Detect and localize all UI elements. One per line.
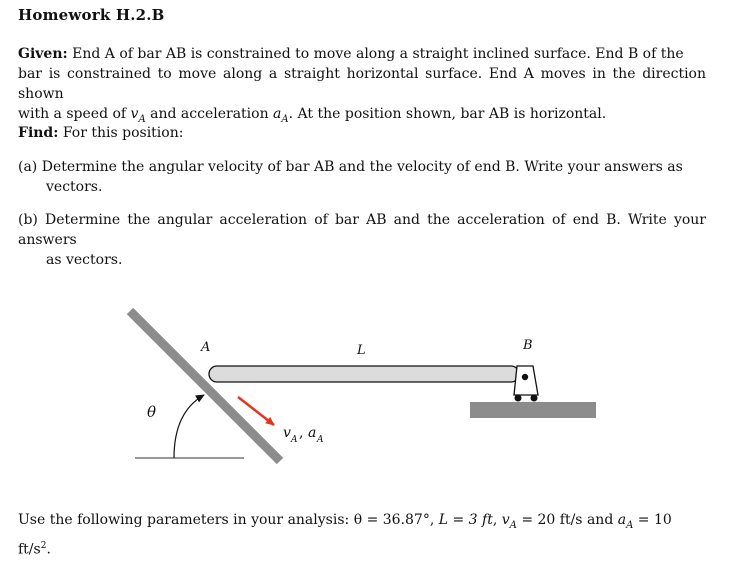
label-va: v (283, 425, 291, 441)
mechanism-figure (0, 290, 748, 480)
label-va-sub: A (291, 435, 298, 445)
given-line2: bar is constrained to move along a straight horizontal surface. End A moves in the direction shown (18, 66, 706, 102)
label-aa-sub: A (317, 435, 324, 445)
param-aa-sub: A (626, 519, 634, 531)
given-line3c: . At the position shown, bar AB is horizontal. (288, 106, 607, 122)
param-aa-value: = 10 (633, 512, 672, 528)
given-aa-symbol: a (273, 106, 282, 122)
param-va-value: = 20 ft/s (516, 512, 583, 528)
label-aa: a (308, 425, 317, 441)
param-and: and (582, 512, 618, 528)
param-units: ft/s (18, 541, 41, 558)
find-paragraph (18, 123, 706, 143)
label-a: A (201, 340, 211, 355)
bar-ab (209, 366, 519, 382)
label-va-aa (283, 425, 324, 445)
label-theta: θ (147, 403, 157, 421)
theta-arc (174, 395, 204, 458)
page-title: Homework H.2.B (18, 6, 165, 24)
param-va-sub: A (509, 519, 517, 531)
given-va-symbol: v (130, 106, 139, 122)
part-b-tag: (b) (18, 212, 38, 228)
given-aa-sub: A (281, 113, 289, 125)
wheel-left (515, 395, 522, 402)
part-b (18, 210, 706, 270)
part-a-line1: Determine the angular velocity of bar AB and the velocity of end B. Write your answers as (41, 159, 683, 175)
given-line3a: with a speed of (18, 106, 131, 122)
given-label: Given: (18, 46, 68, 62)
label-b: B (523, 338, 533, 353)
find-label: Find: (18, 125, 59, 141)
part-a-line2: vectors. (46, 179, 103, 195)
inclined-surface (130, 311, 280, 461)
given-va-sub: A (138, 113, 146, 125)
given-line3b: and acceleration (145, 106, 274, 122)
params-intro: Use the following parameters in your analysis: (18, 512, 354, 528)
given-paragraph (18, 44, 706, 130)
horizontal-ground (470, 402, 596, 418)
part-b-line1: Determine the angular acceleration of bar AB and the acceleration of end B. Write your answers (18, 212, 706, 248)
label-l: L (357, 343, 366, 358)
parameters-paragraph: Use the following parameters in your analysis: θ = 36.87°, L = 3 ft, $v_A = 20$ ft/s and $a_A = 10$ $ft/s^2$. (18, 512, 672, 558)
slider-b (514, 366, 538, 395)
part-a-tag: (a) (18, 159, 38, 175)
given-line1: End A of bar AB is constrained to move along a straight inclined surface. End B of the (67, 46, 684, 62)
param-aa-symbol: a (617, 512, 627, 528)
part-b-line2: as vectors. (46, 252, 123, 268)
part-a (18, 157, 706, 197)
label-comma: , (299, 425, 304, 441)
find-text: For this position: (58, 125, 184, 141)
param-l: L = 3 ft (438, 512, 493, 528)
pin-b (522, 374, 528, 380)
param-period: . (46, 541, 51, 558)
param-theta: θ = 36.87° (353, 512, 430, 528)
param-units-exp: 2 (40, 540, 47, 551)
param-va-symbol: v (501, 512, 510, 528)
wheel-right (531, 395, 538, 402)
